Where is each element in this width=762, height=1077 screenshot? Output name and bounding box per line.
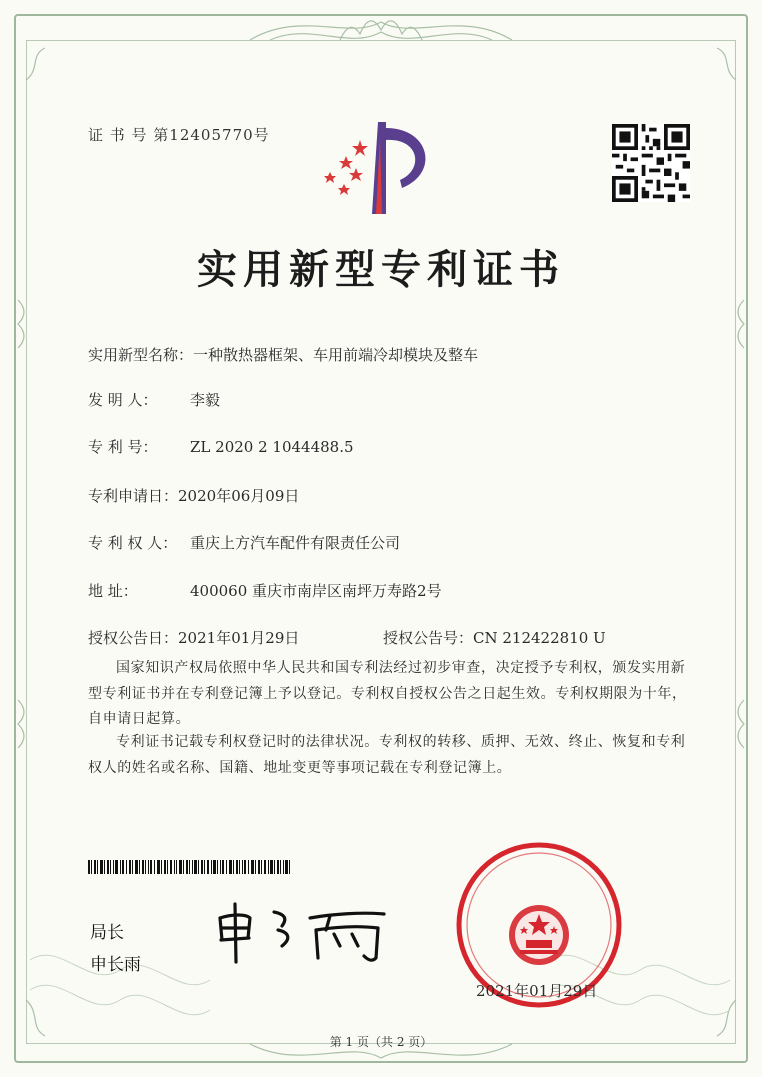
barcode-icon: [88, 860, 290, 874]
address-value: 400060 重庆市南岸区南坪万寿路2号: [190, 582, 442, 600]
announce-date-row: [88, 627, 299, 648]
patentee-row: [88, 532, 400, 553]
grant-statement-paragraph: 国家知识产权局依照中华人民共和国专利法经过初步审查，决定授予专利权，颁发实用新型专利证书并在专利登记簿上予以登记。专利权自授权公告之日起生效。专利权期限为十年，自申请日起算。: [88, 660, 687, 727]
announce-number-value: CN 212422810 U: [473, 629, 606, 647]
page-number: 第 1 页（共 2 页）: [329, 1035, 433, 1049]
utility-model-name-value: 一种散热器框架、车用前端冷却模块及整车: [193, 346, 479, 364]
address-row: [88, 580, 442, 601]
inventor-row: [88, 389, 220, 410]
address-label: 地 址：: [88, 582, 138, 600]
inventor-value: 李毅: [190, 391, 221, 409]
announce-date-label: 授权公告日：: [88, 629, 179, 647]
utility-model-name-row: [88, 344, 478, 365]
utility-model-name-label: 实用新型名称：: [88, 346, 194, 364]
certificate-title: 实用新型专利证书: [197, 247, 565, 293]
filing-date-label: 专利申请日：: [88, 487, 179, 505]
certificate-number: 证 书 号 第12405770号: [88, 126, 270, 144]
legal-status-paragraph: 专利证书记载专利权登记时的法律状况。专利权的转移、质押、无效、终止、恢复和专利权人的姓名或名称、国籍、地址变更等事项记载在专利登记簿上。: [88, 734, 686, 776]
patentee-label: 专 利 权 人：: [88, 534, 178, 552]
director-signature: [212, 896, 392, 966]
qr-code-icon: [612, 124, 690, 202]
patent-number-value: ZL 2020 2 1044488.5: [190, 438, 354, 456]
filing-date-row: [88, 485, 299, 506]
seal-date: 2021年01月29日: [476, 982, 598, 1000]
announce-date-value: 2021年01月29日: [178, 629, 300, 647]
announce-number-label: 授权公告号：: [383, 629, 474, 647]
announce-number-row: [383, 627, 606, 648]
cnipa-logo-icon: [320, 118, 444, 218]
patent-number-label: 专 利 号：: [88, 438, 158, 456]
patentee-value: 重庆上方汽车配件有限责任公司: [190, 534, 401, 552]
filing-date-value: 2020年06月09日: [178, 487, 300, 505]
patent-number-row: [88, 436, 354, 457]
director-name: 申长雨: [90, 955, 141, 975]
director-title: 局长: [90, 923, 124, 943]
inventor-label: 发 明 人：: [88, 391, 158, 409]
